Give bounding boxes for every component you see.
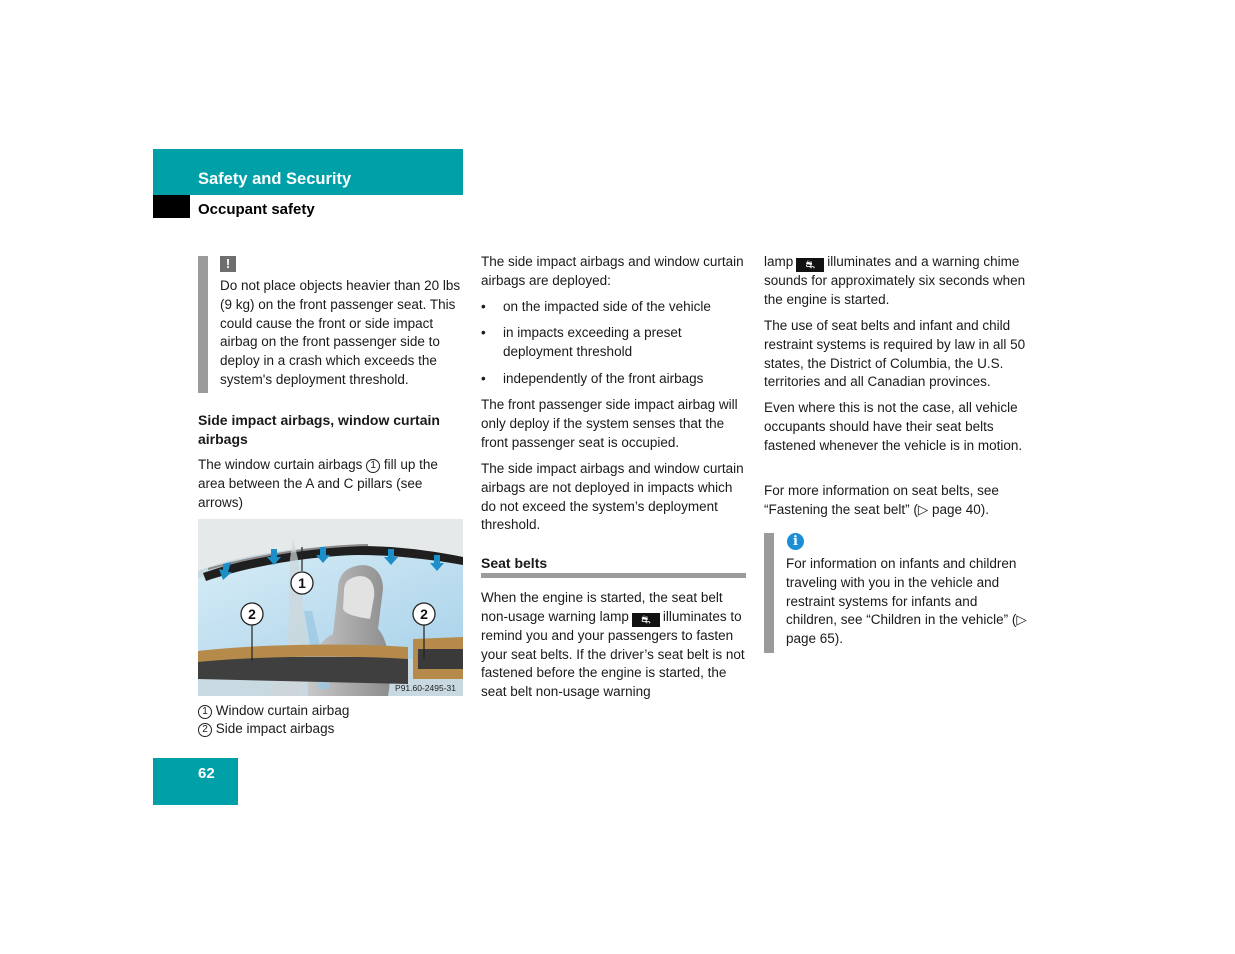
law-text: The use of seat belts and infant and child restraint systems is required by law in all 50 states, the District of Columbia, the U.S. territories and all Canadian provinces. <box>764 318 1026 390</box>
page-number: 62 <box>198 765 215 782</box>
seat-belts-heading: Seat belts <box>481 555 548 571</box>
figure-code: P91.60-2495-31 <box>395 683 456 693</box>
seatbelt-warning-icon: ⛐ <box>632 613 660 627</box>
info-sidebar <box>764 533 774 653</box>
side-airbags-heading: Side impact airbags, window curtain airbags <box>198 412 440 447</box>
page-number-box <box>153 758 238 805</box>
warning-sidebar <box>198 256 208 393</box>
caption-window-curtain: 1 Window curtain airbag <box>198 702 349 721</box>
airbag-illustration <box>198 519 463 696</box>
figure-callout-2-right: 2 <box>420 606 428 622</box>
subsection-title: Occupant safety <box>198 201 315 218</box>
not-deployed-text: The side impact airbags and window curtain airbags are not deployed in impacts which do not exceed the system’s deployment threshold. <box>481 461 744 533</box>
figure-callout-2-left: 2 <box>248 606 256 622</box>
warning-icon: ! <box>220 256 236 272</box>
figure-callout-1: 1 <box>298 575 306 591</box>
caption-side-impact: 2 Side impact airbags <box>198 720 334 739</box>
subsection-marker <box>153 195 190 218</box>
side-airbags-intro: The window curtain airbags 1 fill up the area between the A and C pillars (see arrows) <box>198 457 438 510</box>
warning-text: Do not place objects heavier than 20 lbs (9 kg) on the front passenger seat. This could cause the front or side impact airbag on the front passenger side to deploy in a crash which exceeds the system's deployment threshold. <box>220 278 461 387</box>
section-title: Safety and Security <box>198 170 352 188</box>
seatbelt-warning-icon: ⛐ <box>796 258 824 272</box>
heading-rule <box>481 573 746 578</box>
even-where-text: Even where this is not the case, all vehicle occupants should have their seat belts fastened whenever the vehicle is in motion. <box>764 400 1023 453</box>
seat-belts-text: When the engine is started, the seat belt non-usage warning lamp ⛐ illuminates to remind you and your passengers to fasten your seat belts. If the driver’s seat belt is not fastened before the engine is started, the seat belt non-usage warning <box>481 590 745 700</box>
front-passenger-text: The front passenger side impact airbag will only deploy if the system senses that the front passenger seat is occupied. <box>481 397 738 450</box>
more-info-text: For more information on seat belts, see “Fastening the seat belt” (▷ page 40). <box>764 483 999 517</box>
deployed-intro: The side impact airbags and window curtain airbags are deployed: <box>481 254 744 288</box>
callout-number: 1 <box>366 459 380 473</box>
info-text: For information on infants and children traveling with you in the vehicle and restraint systems for infants and children, see “Children in the vehicle” (▷ page 65). <box>786 556 1027 647</box>
info-icon: i <box>787 533 804 550</box>
lamp-continuation-text: lamp ⛐ illuminates and a warning chime sounds for approximately six seconds when the engine is started. <box>764 254 1026 307</box>
